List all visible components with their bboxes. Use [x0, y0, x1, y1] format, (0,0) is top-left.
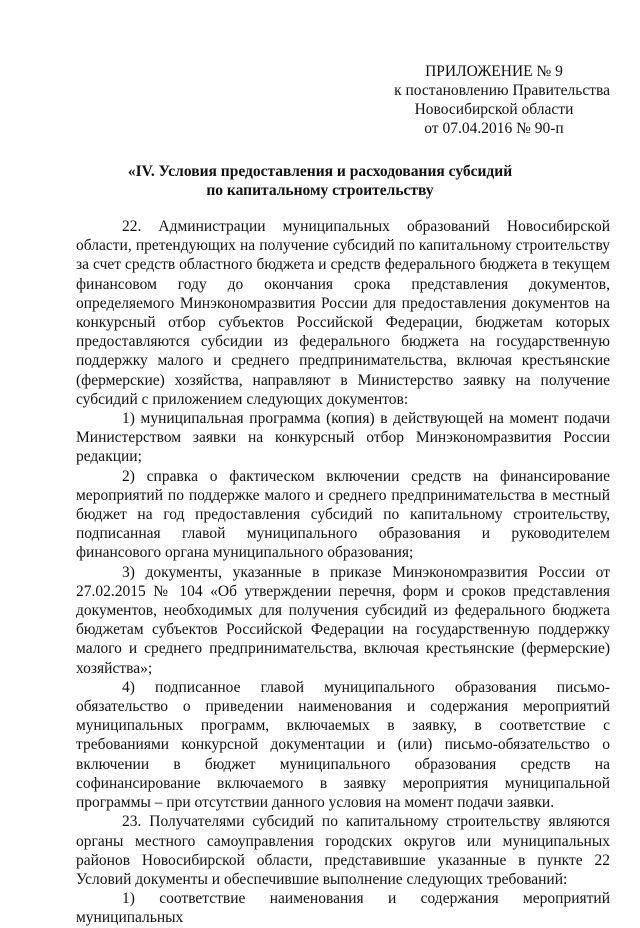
- paragraph-23-item-1: 1) соответствие наименования и содержания мероприятий муниципальных: [76, 890, 610, 927]
- appendix-title: ПРИЛОЖЕНИЕ № 9: [425, 63, 563, 80]
- paragraph-item-2: 2) справка о фактическом включении средств на финансирование мероприятий по поддержке малого и среднего предпринимательства в местный бюджет на год предоставления субсидий по капитальному строительству, подписанная главой муниципального образования и руководителем финансового органа муниципального образования;: [76, 467, 610, 562]
- section-title-line-1: «IV. Условия предоставления и расходования субсидий: [127, 163, 513, 180]
- paragraph-item-3: 3) документы, указанные в приказе Минэкономразвития России от 27.02.2015 № 104 «Об утверждении перечня, форм и сроков представления документов, необходимых для получения субсидий из федерального бюджета бюджетам субъектов Российской Федерации на государственную поддержку малого и среднего предпринимательства, включая крестьянские (фермерские) хозяйства»;: [76, 563, 610, 677]
- appendix-line-3: от 07.04.2016 № 90-п: [424, 120, 564, 137]
- appendix-line-1: к постановлению Правительства: [394, 82, 610, 99]
- paragraph-item-1: 1) муниципальная программа (копия) в действующей на момент подачи Министерством заявки на конкурсный отбор Минэкономразвития России редакции;: [76, 410, 610, 466]
- paragraph-23: 23. Получателями субсидий по капитальному строительству являются органы местного самоуправления городских округов или муниципальных районов Новосибирской области, представившие указанные в пункте 22 Условий документы и обеспечившие выполнение следующих требований:: [76, 813, 610, 888]
- appendix-header: [370, 62, 610, 138]
- appendix-line-2: Новосибирской области: [414, 101, 574, 118]
- paragraph-22: 22. Администрации муниципальных образований Новосибирской области, претендующих на получение субсидий по капитальному строительству за счет средств областного бюджета и средств федерального бюджета в текущем финансовом году до окончания срока представления документов, определяемого Минэкономразвития России для предоставления документов на конкурсный отбор субъектов Российской Федерации, бюджетам которых предоставляются субсидии из федерального бюджета на государственную поддержку малого и среднего предпринимательства, включая крестьянские (фермерские) хозяйства, направляют в Министерство заявку на получение субсидий с приложением следующих документов:: [76, 218, 610, 408]
- section-title-line-2: по капитальному строительству: [206, 182, 434, 199]
- section-title: [60, 162, 580, 200]
- document-body: [76, 217, 610, 928]
- paragraph-item-4: 4) подписанное главой муниципального образования письмо-обязательство о приведении наименования и содержания мероприятий муниципальных программ, включаемых в заявку, в соответствие с требованиями конкурсной документации и (или) письмо-обязательство о включении в бюджет муниципального образования средств на софинансирование включаемого в заявку мероприятия муниципальной программы – при отсутствии данного условия на момент подачи заявки.: [76, 678, 610, 812]
